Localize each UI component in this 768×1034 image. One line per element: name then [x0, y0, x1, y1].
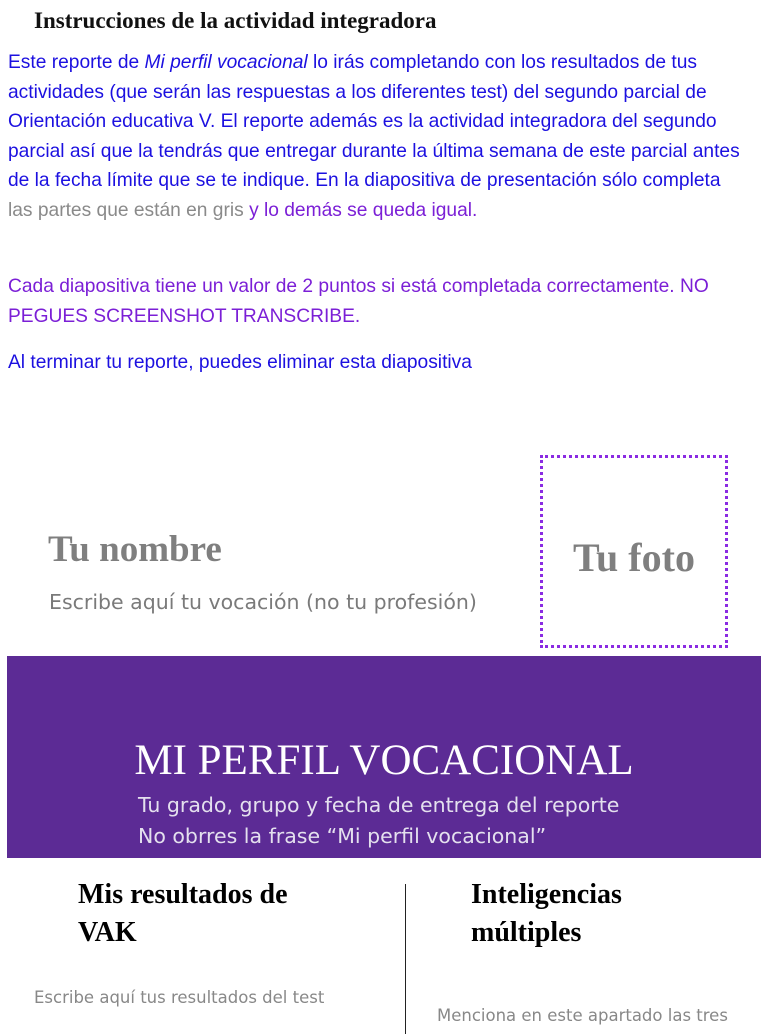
vak-body-text: Escribe aquí tus resultados del test	[34, 988, 325, 1007]
name-placeholder: Tu nombre	[48, 529, 222, 570]
p1-text-c: lo irás completando con los resultados de tus actividades (que serán las respuestas a los diferentes test) del segundo parcial de Orientación educativa V. El reporte además es la actividad integradora del segundo parcial así que la tendrás que entregar durante la última semana de este parcial antes de la fecha límite que se te indique. En la diapositiva de presentación sólo completa	[8, 52, 740, 191]
photo-label: Tu foto	[573, 535, 695, 580]
vak-heading: Mis resultados de VAK	[78, 879, 288, 948]
p1-text-a: Este reporte de	[8, 52, 145, 73]
p1-italic-title: Mi perfil vocacional	[144, 52, 308, 73]
instructions-paragraph-2: Cada diapositiva tiene un valor de 2 puntos si está completada correctamente. NO PEGUES SCREENSHOT TRANSCRIBE.	[8, 276, 709, 327]
banner-subtitle-2: No obrres la frase “Mi perfil vocacional”	[138, 824, 547, 848]
vocation-placeholder: Escribe aquí tu vocación (no tu profesión)	[49, 590, 477, 614]
banner-title: MI PERFIL VOCACIONAL	[134, 737, 634, 784]
multiple-intelligences-body-text: Menciona en este apartado las tres	[437, 1006, 728, 1025]
instructions-paragraph-3: Al terminar tu reporte, puedes eliminar esta diapositiva	[8, 352, 472, 373]
instructions-paragraph-1	[8, 48, 748, 225]
photo-placeholder-box	[540, 455, 728, 648]
p1-purple-text: y lo demás se queda igual.	[243, 199, 478, 221]
p1-gray-text: las partes que están en gris	[8, 199, 244, 221]
instructions-title: Instrucciones de la actividad integradora	[34, 8, 437, 33]
title-banner	[7, 656, 761, 858]
multiple-intelligences-heading: Inteligencias múltiples	[471, 879, 622, 948]
column-divider	[405, 884, 406, 1034]
banner-subtitle-1: Tu grado, grupo y fecha de entrega del reporte	[138, 793, 620, 817]
